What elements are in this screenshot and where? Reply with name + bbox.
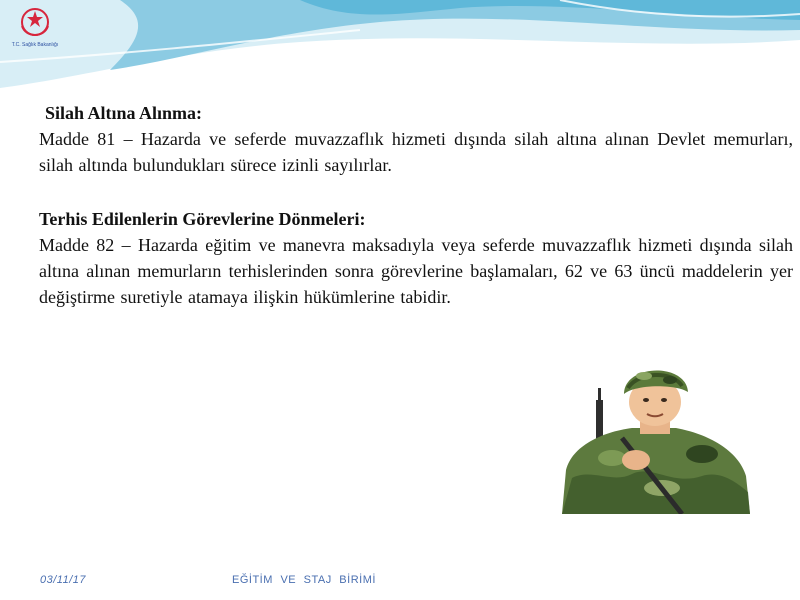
section-heading-terhis: Terhis Edilenlerin Görevlerine Dönmeleri: <box>39 209 366 229</box>
footer-unit: EĞİTİM VE STAJ BİRİMİ <box>232 574 376 586</box>
logo-emblem-icon <box>4 2 66 42</box>
slide-content <box>39 100 793 310</box>
header-wave-decoration <box>0 0 800 95</box>
logo-text: T.C. Sağlık Bakanlığı <box>11 42 59 48</box>
section-body-madde-81: Madde 81 – Hazarda ve seferde muvazzaflık hizmeti dışında silah altına alınan Devlet memurları, silah altında bulundukları sürece izinli sayılırlar. <box>39 129 793 175</box>
section-heading-silah-altina-alinma: Silah Altına Alınma: <box>45 103 203 123</box>
section-body-madde-82: Madde 82 – Hazarda eğitim ve manevra maksadıyla veya seferde muvazzaflık hizmeti dışında silah altına alınan memurların terhislerinden sonra görevlerine başlamaları, 62 ve 63 üncü maddelerin yer değiştirme suretiyle atamaya ilişkin hükümlerine tabidir. <box>39 235 793 307</box>
ministry-logo <box>4 2 66 68</box>
soldier-illustration <box>552 358 754 514</box>
footer-date: 03/11/17 <box>40 574 87 586</box>
